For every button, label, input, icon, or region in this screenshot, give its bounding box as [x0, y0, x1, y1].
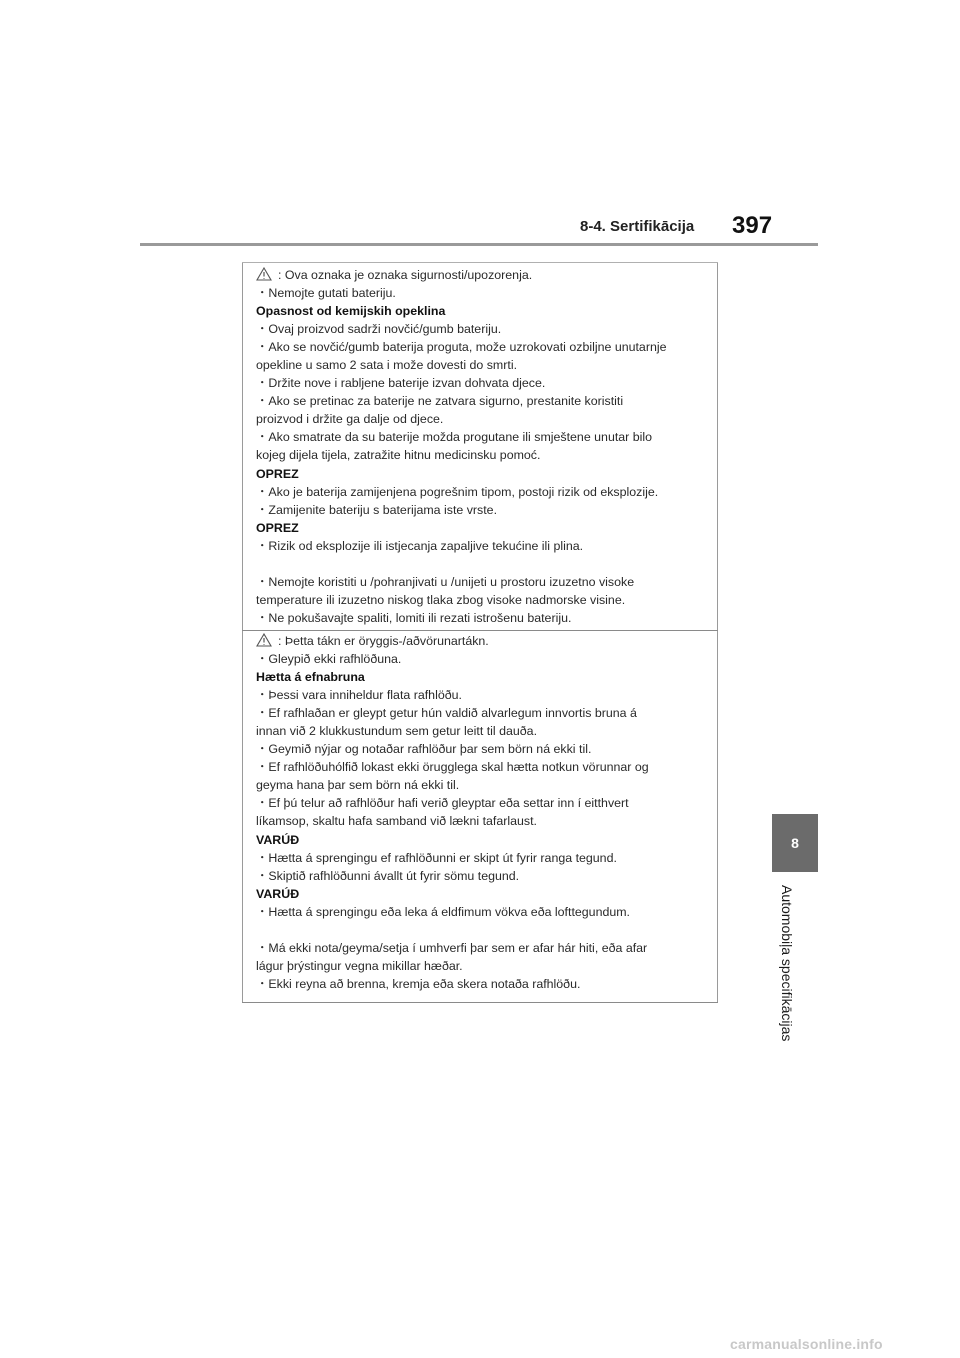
warning-heading	[256, 302, 712, 320]
line-text: ・Hætta á sprengingu eða leka á eldfimum vökva eða lofttegundum.	[256, 904, 631, 919]
line-text: OPREZ	[256, 520, 299, 535]
line-text: ・Geymið nýjar og notaðar rafhlöður þar sem börn ná ekki til.	[256, 742, 592, 757]
line-text: líkamsop, skaltu hafa samband við lækni tafarlaust.	[256, 814, 537, 829]
document-frame-bottom	[242, 1002, 718, 1003]
line-text: Hætta á efnabruna	[256, 670, 365, 685]
text-line	[256, 320, 712, 338]
text-line	[256, 446, 712, 464]
text-line	[256, 609, 712, 627]
text-line	[256, 686, 712, 704]
text-line	[256, 903, 712, 921]
warning-heading	[256, 465, 712, 483]
text-line	[256, 758, 712, 776]
line-text: ・Ne pokušavajte spaliti, lomiti ili rezati istrošenu bateriju.	[256, 610, 572, 625]
warning-heading	[256, 885, 712, 903]
warning-heading	[256, 519, 712, 537]
watermark: carmanualsonline.info	[730, 1336, 883, 1352]
text-line	[256, 975, 712, 993]
chapter-title: Automobiļa specifikācijas	[779, 885, 795, 1042]
line-text: ・Ako smatrate da su baterije možda progutane ili smještene unutar bilo	[256, 430, 653, 445]
line-text: proizvod i držite ga dalje od djece.	[256, 412, 444, 427]
line-text: kojeg dijela tijela, zatražite hitnu medicinsku pomoć.	[256, 448, 541, 463]
text-line	[256, 374, 712, 392]
section-title: 8-4. Sertifikācija	[580, 218, 695, 235]
line-text: ・Rizik od eksplozije ili istjecanja zapaljive tekućine ili plina.	[256, 538, 584, 553]
text-line	[256, 284, 712, 302]
icelandic-warning-block	[256, 632, 712, 993]
latvian-warning-block	[256, 266, 712, 627]
line-text: ・Držite nove i rabljene baterije izvan dohvata djece.	[256, 376, 546, 391]
text-line	[256, 537, 712, 555]
text-line	[256, 338, 712, 356]
text-line	[256, 812, 712, 830]
line-text: ・Þessi vara inniheldur flata rafhlöðu.	[256, 688, 462, 703]
line-text: ・Ako se pretinac za baterije ne zatvara sigurno, prestanite koristiti	[256, 394, 624, 409]
line-text: ・Ef þú telur að rafhlöður hafi verið gleyptar eða settar inn í eitthvert	[256, 796, 629, 811]
line-text: ・Má ekki nota/geyma/setja í umhverfi þar sem er afar hár hiti, eða afar	[256, 940, 648, 955]
text-line	[256, 632, 712, 650]
text-line	[256, 776, 712, 794]
chapter-tab[interactable]	[772, 814, 818, 872]
text-line	[256, 740, 712, 758]
line-text: innan við 2 klukkustundum sem getur leitt til dauða.	[256, 724, 538, 739]
warning-heading	[256, 831, 712, 849]
warning-triangle-icon	[256, 633, 272, 647]
line-text: VARÚÐ	[256, 886, 300, 901]
text-line	[256, 794, 712, 812]
text-line	[256, 704, 712, 722]
text-line	[256, 573, 712, 591]
line-text: ・Ovaj proizvod sadrži novčić/gumb bateriju.	[256, 322, 502, 337]
line-text: OPREZ	[256, 466, 299, 481]
line-text: ・Zamijenite bateriju s baterijama iste vrste.	[256, 502, 498, 517]
text-line	[256, 483, 712, 501]
text-line	[256, 591, 712, 609]
line-text: temperature ili izuzetno niskog tlaka zbog visoke nadmorske visine.	[256, 592, 626, 607]
warning-triangle-icon	[256, 267, 272, 281]
document-divider	[242, 630, 718, 631]
document-frame-top	[242, 262, 718, 263]
line-text: opekline u samo 2 sata i može dovesti do smrti.	[256, 358, 518, 373]
line-text: Opasnost od kemijskih opeklina	[256, 304, 446, 319]
spacer	[256, 921, 712, 939]
header-rule	[140, 243, 818, 246]
text-line	[256, 410, 712, 428]
text-line	[256, 939, 712, 957]
text-line	[256, 650, 712, 668]
text-line	[256, 428, 712, 446]
text-line	[256, 356, 712, 374]
line-text: ・Gleypið ekki rafhlöðuna.	[256, 652, 402, 667]
text-line	[256, 849, 712, 867]
text-line	[256, 266, 712, 284]
text-line	[256, 501, 712, 519]
spacer	[256, 555, 712, 573]
line-text: ・Ef rafhlöðuhólfið lokast ekki örugglega skal hætta notkun vörunnar og	[256, 760, 649, 775]
line-text: ・Ako se novčić/gumb baterija proguta, može uzrokovati ozbiljne unutarnje	[256, 340, 667, 355]
text-line	[256, 722, 712, 740]
line-text: : Þetta tákn er öryggis-/aðvörunartákn.	[278, 634, 489, 648]
warning-heading	[256, 668, 712, 686]
text-line	[256, 957, 712, 975]
line-text: lágur þrýstingur vegna mikillar hæðar.	[256, 958, 463, 973]
chapter-number: 8	[791, 835, 799, 851]
line-text: geyma hana þar sem börn ná ekki til.	[256, 778, 460, 793]
line-text: VARÚÐ	[256, 832, 300, 847]
page-number: 397	[732, 212, 773, 239]
line-text: ・Hætta á sprengingu ef rafhlöðunni er skipt út fyrir ranga tegund.	[256, 850, 617, 865]
line-text: ・Nemojte gutati bateriju.	[256, 286, 396, 301]
line-text: ・Ef rafhlaðan er gleypt getur hún valdið alvarlegum innvortis bruna á	[256, 706, 637, 721]
line-text: ・Ekki reyna að brenna, kremja eða skera notaða rafhlöðu.	[256, 976, 581, 991]
line-text: ・Nemojte koristiti u /pohranjivati u /unijeti u prostoru izuzetno visoke	[256, 574, 635, 589]
line-text: ・Skiptið rafhlöðunni ávallt út fyrir sömu tegund.	[256, 868, 520, 883]
text-line	[256, 392, 712, 410]
text-line	[256, 867, 712, 885]
line-text: ・Ako je baterija zamijenjena pogrešnim tipom, postoji rizik od eksplozije.	[256, 484, 659, 499]
line-text: : Ova oznaka je oznaka sigurnosti/upozorenja.	[278, 268, 533, 282]
